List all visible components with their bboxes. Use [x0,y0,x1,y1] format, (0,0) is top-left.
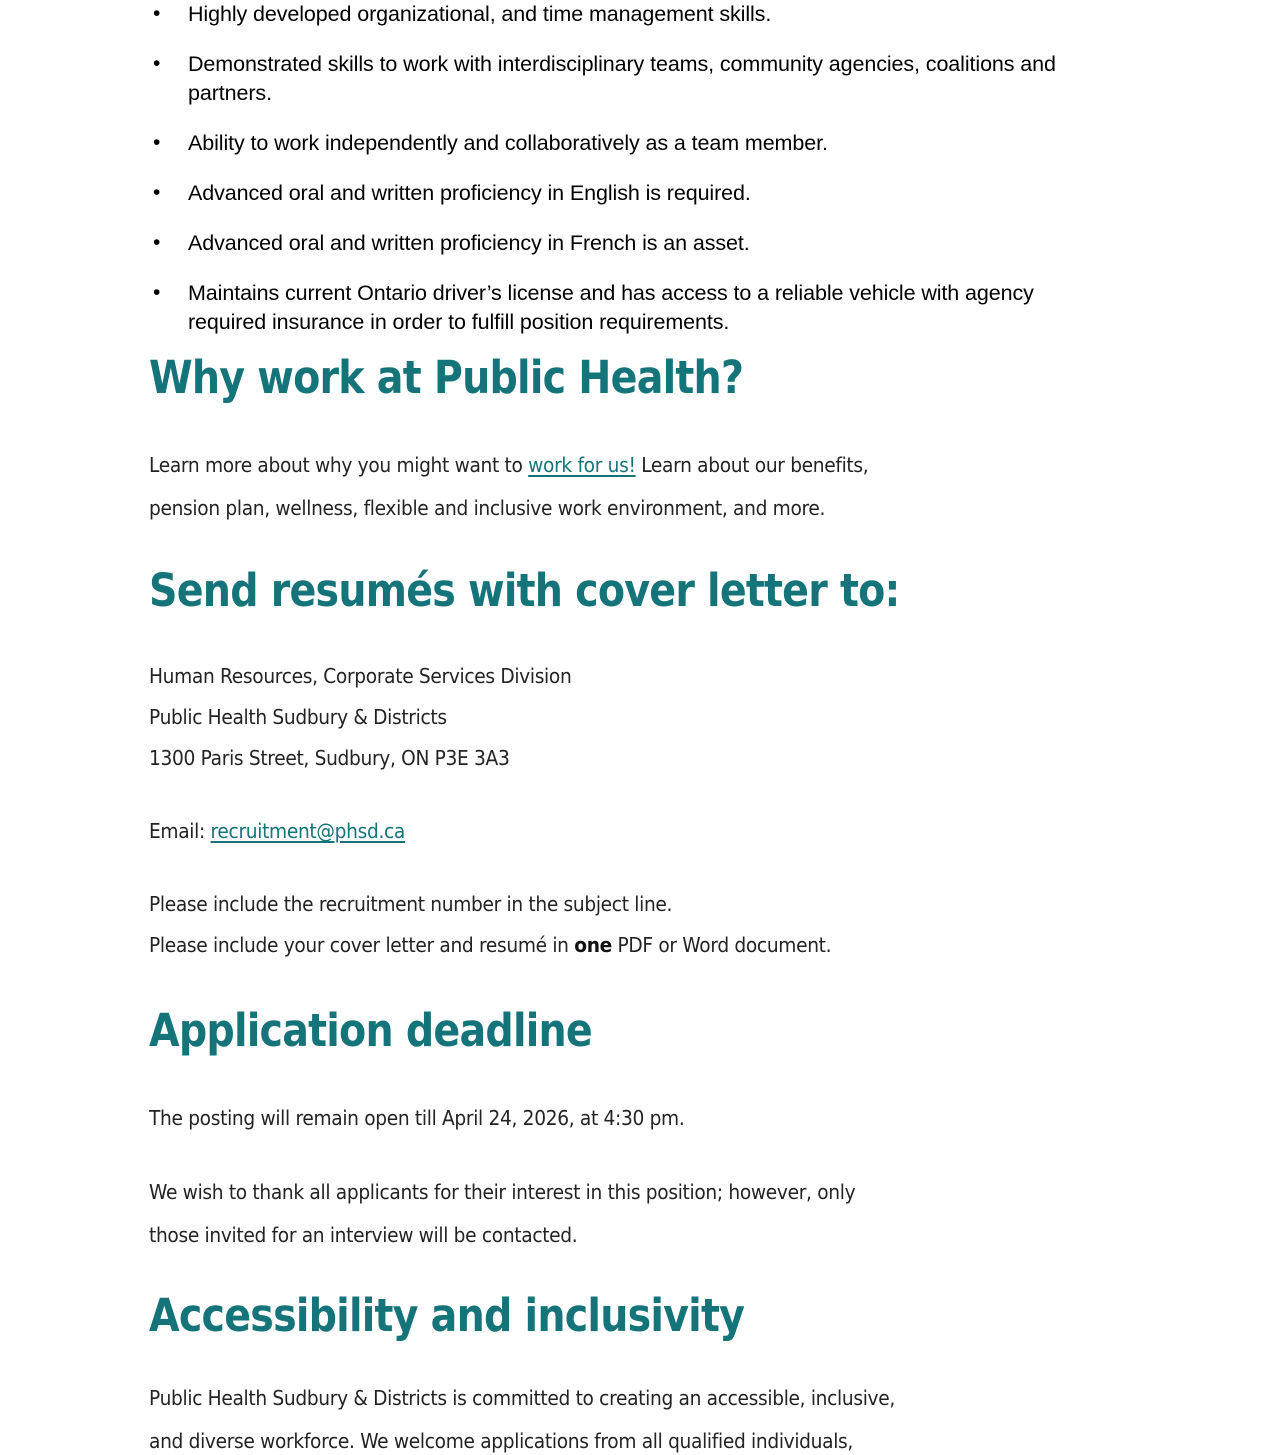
section-heading-why-work: Why work at Public Health? [149,351,744,404]
list-item [150,179,1100,208]
work-for-us-link[interactable]: work for us! [528,453,636,477]
section-heading-application-deadline: Application deadline [149,1004,593,1057]
posting-deadline-text: The posting will remain open till April 24, 2026, at 4:30 pm. [149,1106,685,1130]
bullet-icon: • [153,131,161,154]
qualifications-list [150,0,1100,358]
bullet-icon: • [153,231,161,254]
accessibility-line-1: Public Health Sudbury & Districts is committed to creating an accessible, inclusive, [149,1386,895,1410]
bullet-icon: • [153,2,161,25]
list-item-text: Demonstrated skills to work with interdisciplinary teams, community agencies, coalitions and partners. [188,52,1056,105]
note-line-2-before-bold: Please include your cover letter and resumé in [149,933,575,957]
list-item-text: Maintains current Ontario driver’s license and has access to a reliable vehicle with agency required insurance in order to fulfill position requirements. [188,281,1034,334]
bullet-icon: • [153,52,161,75]
list-item [150,279,1100,337]
list-item-text: Ability to work independently and collaboratively as a team member. [188,131,828,155]
address-line-2: Public Health Sudbury & Districts [149,705,447,729]
note-line-2-emphasis: one [574,933,612,957]
list-item [150,50,1100,108]
bullet-icon: • [153,181,161,204]
mailing-address-block [149,656,986,779]
address-line-3: 1300 Paris Street, Sudbury, ON P3E 3A3 [149,746,510,770]
note-line-1: Please include the recruitment number in the subject line. [149,892,673,916]
thank-you-paragraph [149,1171,1079,1257]
thank-you-line-1: We wish to thank all applicants for their interest in this position; however, only [149,1180,856,1204]
note-line-2 [149,925,1079,966]
section-heading-accessibility: Accessibility and inclusivity [149,1289,745,1342]
list-item [150,229,1100,258]
why-work-text-before-link: Learn more about why you might want to [149,453,529,477]
posting-deadline-paragraph [149,1098,986,1139]
accessibility-paragraph [149,1377,1116,1455]
why-work-paragraph [149,444,1098,530]
list-item [150,0,1100,29]
note-line-2-after-bold: PDF or Word document. [611,933,832,957]
email-label: Email: [149,819,211,843]
email-line-content [149,811,986,852]
email-line [149,811,986,852]
list-item-text: Advanced oral and written proficiency in English is required. [188,181,751,205]
address-line-1: Human Resources, Corporate Services Division [149,664,572,688]
accessibility-line-2: and diverse workforce. We welcome applications from all qualified individuals, [149,1429,853,1453]
list-item-text: Advanced oral and written proficiency in French is an asset. [188,231,750,255]
section-heading-send-resumes: Send resumés with cover letter to: [149,564,900,617]
list-item [150,129,1100,158]
application-notes-block [149,884,1079,966]
why-work-line-2: pension plan, wellness, flexible and inclusive work environment, and more. [149,496,826,520]
why-work-line-1 [149,444,1098,487]
recruitment-email-link[interactable]: recruitment@phsd.ca [210,819,406,843]
bullet-icon: • [153,281,161,304]
list-item-text: Highly developed organizational, and time management skills. [188,2,772,26]
thank-you-line-2: those invited for an interview will be contacted. [149,1223,578,1247]
why-work-text-after-link: Learn about our benefits, [635,453,869,477]
